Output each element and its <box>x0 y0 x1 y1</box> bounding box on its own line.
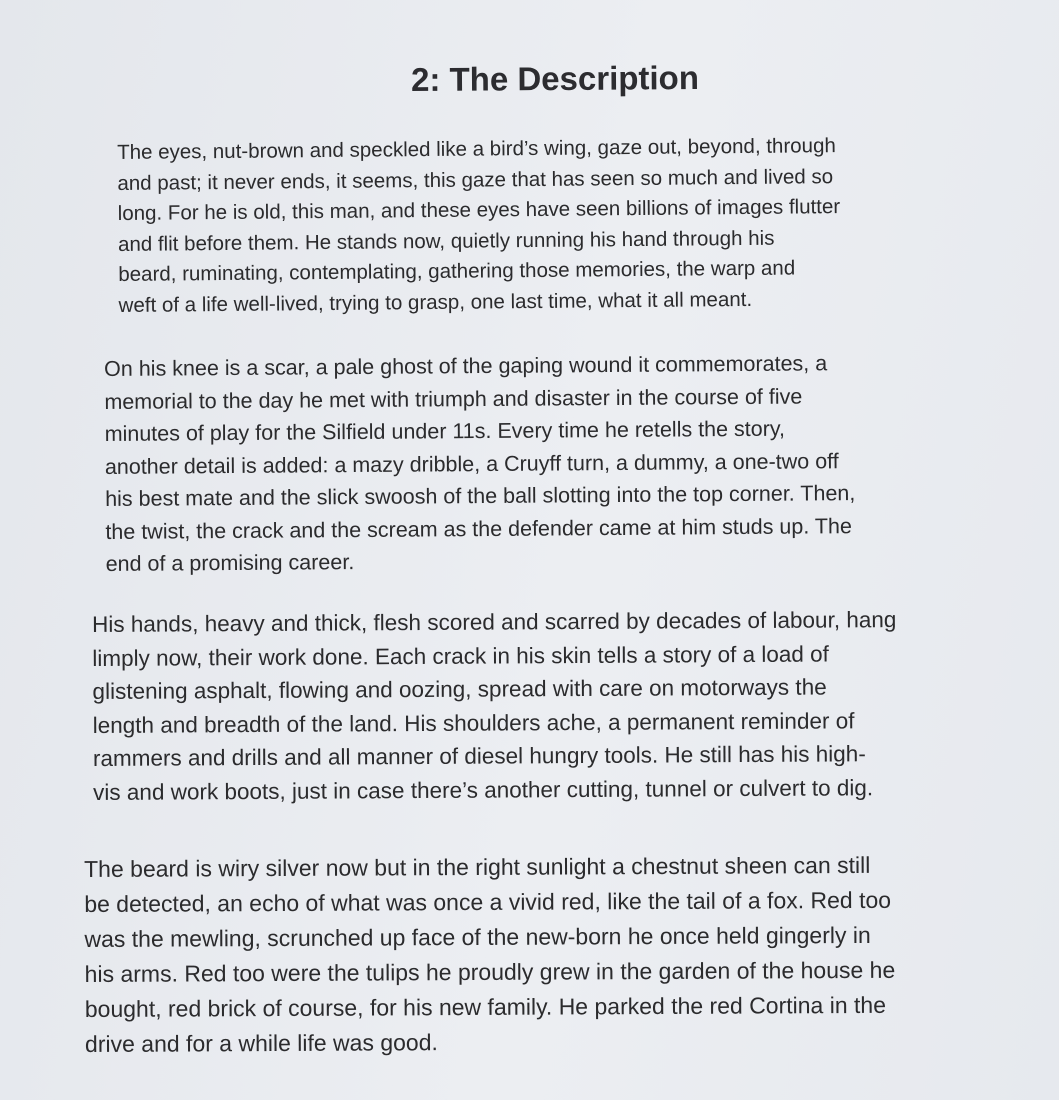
text-line: On his knee is a scar, a pale ghost of the gaping wound it commemorates, a <box>104 351 828 381</box>
paragraph-eyes <box>117 131 841 321</box>
text-line: His hands, heavy and thick, flesh scored and scarred by decades of labour, hang <box>92 607 897 637</box>
text-line: drive and for a while life was good. <box>84 1029 438 1057</box>
text-line: another detail is added: a mazy dribble, a Cruyff turn, a dummy, a one-two off <box>104 448 839 479</box>
text-line: The beard is wiry silver now but in the right sunlight a chestnut sheen can still <box>84 851 871 882</box>
text-line: vis and work boots, just in case there’s another cutting, tunnel or culvert to dig. <box>93 774 874 805</box>
text-line: and past; it never ends, it seems, this gaze that has seen so much and lived so <box>117 164 834 195</box>
text-line: memorial to the day he met with triumph and disaster in the course of five <box>104 384 803 414</box>
text-line: was the mewling, scrunched up face of the new-born he once held gingerly in <box>84 921 871 952</box>
text-line: end of a promising career. <box>105 550 355 576</box>
text-line: The eyes, nut-brown and speckled like a bird’s wing, gaze out, beyond, through <box>117 134 836 164</box>
text-line: his best mate and the slick swoosh of the ball slotting into the top corner. Then, <box>105 481 856 511</box>
paragraph-hands <box>92 603 897 809</box>
text-line: long. For he is old, this man, and these eyes have seen billions of images flutter <box>117 195 841 225</box>
text-line: beard, ruminating, contemplating, gathering those memories, the warp and <box>118 256 796 286</box>
text-line: weft of a life well-lived, trying to grasp, one last time, what it all meant. <box>118 287 753 317</box>
text-line: minutes of play for the Silfield under 11s. Every time he retells the story, <box>104 416 786 446</box>
text-line: rammers and drills and all manner of diesel hungry tools. He still has his high- <box>92 741 866 771</box>
text-line: and flit before them. He stands now, quietly running his hand through his <box>117 226 775 256</box>
text-line: bought, red brick of course, for his new family. He parked the red Cortina in the <box>84 991 887 1022</box>
paragraph-scar <box>104 347 856 580</box>
text-line: length and breadth of the land. His shoulders ache, a permanent reminder of <box>92 707 855 738</box>
paragraph-beard <box>84 848 896 1062</box>
chapter-title: 2: The Description <box>410 58 700 99</box>
text-line: be detected, an echo of what was once a vivid red, like the tail of a fox. Red too <box>84 886 892 917</box>
text-line: the twist, the crack and the scream as the defender came at him studs up. The <box>105 513 853 544</box>
text-line: his arms. Red too were the tulips he proudly grew in the garden of the house he <box>84 956 896 987</box>
text-line: glistening asphalt, flowing and oozing, spread with care on motorways the <box>92 674 827 704</box>
text-line: limply now, their work done. Each crack in his skin tells a story of a load of <box>92 640 829 671</box>
